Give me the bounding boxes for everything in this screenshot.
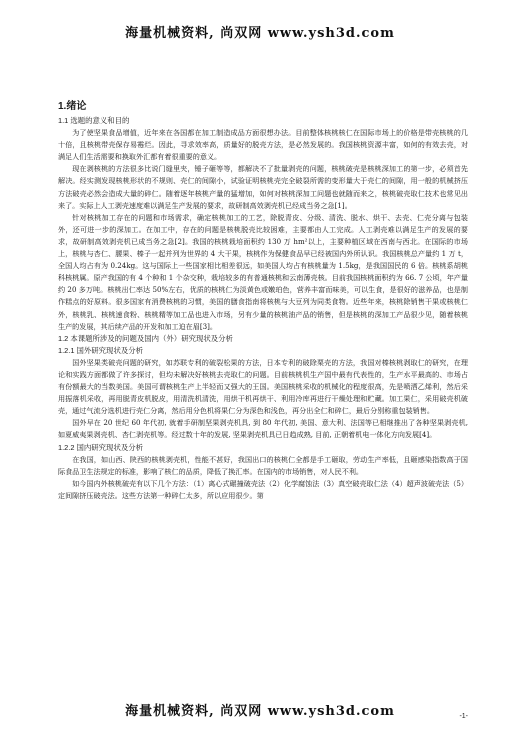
section-heading-1-2-1: 1.2.1 国外研究现状及分析 — [58, 345, 144, 355]
paragraph: 如今国内外核桃破壳有以下几个方法：（1）离心式碾撞破壳法（2）化学腐蚀法（3）真空破壳取仁法（4）超声波破壳法（5）定间隙挤压破壳法。这些方法第一种碎仁太多，所以应用很少。第 — [58, 478, 468, 500]
paragraph: 现在剥核桃的方法很多比说门缝里夹，锤子砸等等，都解决不了批量剥壳的问题，核桃破壳是核桃深加工的第一步，必须首先解决。经实测发现核桃形状的不规则、壳仁的间隙小，试验证明核桃壳完全破裂所需的变形量大于壳仁的间隙，用一般的机械挤压方法破壳必然会造成大量的碎仁。随着逐年核桃产量的猛增加，如何对核桃深加工问题也就随而来之，核桃破壳取仁技术也常见出来了。实际上人工剥壳速度难以满足生产发展的要求，故研制高效剥壳机已经成当务之急[1]。 — [58, 164, 468, 210]
paragraph: 国外坚果类破壳问题的研究，如苏联专利的破裂松果的方法，日本专利的破除栗壳的方法，我国对榛核桃剥取仁的研究，在理论和实践方面都做了许多探讨，但均未解决好核桃去壳取仁的问题。目前核桃机生产国中最有代表性的，生产水平最高的、市场占有份额最大的当数美国。美国可谓核桃生产上半轻而又强大的王国。美国核桃采收的机械化的程度很高，先是喷洒乙烯利，然后采用振落机采收，再用脱青皮机脱皮，用清洗机清洗，用烘干机再烘干、利用冷库再进行干燥处理和贮藏。加工果仁，采用破壳机破壳，通过气流分选机进行壳仁分离，然后用分色机将果仁分为深色和浅色，再分出全仁和碎仁，最后分别称重包装销售。 — [58, 357, 468, 416]
paragraph: 在我国，如山西、陕西的核桃剥壳机，性能不甚好，我国出口的核桃仁全都是手工砸取，劳动生产率低，且砸感染指数高于国际食品卫生法规定的标准，影响了核仁的品质，降低了换汇率。在国内的市场销售，对人民不利。 — [58, 454, 468, 476]
watermark-top: 海量机械资料, 尚双网 www.ysh3d.com — [125, 26, 395, 41]
section-heading-1-2-2: 1.2.2 国内研究现状及分析 — [58, 442, 144, 452]
section-heading-1-1: 1.1 选题的意义和目的 — [58, 116, 130, 125]
paragraph: 针对核桃加工存在的问题和市场需求，确定核桃加工的工艺，除脱青皮、分级、清洗、脱水、烘干、去壳、仁壳分离与包装外，还可进一步的深加工。在加工中，存在的问题是核桃脱壳比较困难，主要都由人工完成。人工剥壳难以满足生产的发展的要求，故研制高效剥壳机已成当务之急[2]。我国的核桃栽培面积约 130 万 hm²以上，主要种植区域在西南与西北。在国际的市场上，核桃与杏仁、腰果、榛子一起并列为世界的 4 大干果，核桃作为保健食品早已经被国内外所认识。我国核桃总产量约 1 万 t，全国人均占有为 0.24kg。这与国际上一些国家相比相差很远，如美国人均占有核桃量为 1.5kg，是我国国民的 6 倍。核桃系胡桃科核桃属。原产我国的有 4 个种和 1 个杂交种，栽培较多的有普通核桃和云南薄壳核。目前我国核桃面积约为 66. 7 公顷，年产量约 20 多万吨。核桃出仁率达 50%左右，优质的核桃仁为淡黄色或嫩珀色，营养丰富而味美，可以生食，是很好的滋养品，也是制作糕点的好原料。很多国家有消费核桃的习惯，美国的膳食指南将核桃与大豆列为同类食物。近些年来，核桃除销售干果或核桃仁外，核桃乳、核桃速食粉、核桃精等加工品也进入市场，另有少量的核桃油产品的销售，但是核桃的深加工产品很少见，随着核桃生产的发展，其后续产品的开发和加工迫在眉[3]。 — [58, 212, 468, 331]
watermark-bottom: 海量机械资料, 尚双网 www.ysh3d.com — [125, 704, 395, 719]
page-number: -1- — [459, 713, 468, 720]
chapter-heading: 1.绪论 — [58, 101, 87, 112]
section-heading-1-2: 1.2 本课题所涉及的问题及国内（外）研究现状及分析 — [58, 333, 233, 343]
document-body — [58, 100, 468, 502]
paragraph: 为了使坚果食品增值，近年来在各国都在加工制造成品方面很想办法。目前整体核桃核仁在国际市场上的价格是带壳核桃的几十倍，且核桃带壳保存易霉烂。因此，寻求效率高，质量好的脱壳方法，是必然发展的。我国核桃资源丰富，如何的有效去壳，对满足人们生活需要和换取外汇都有着很重要的意义。 — [58, 128, 468, 162]
paragraph: 国外早在 20 世纪 60 年代初, 就着手研制坚果剥壳机具, 到 80 年代初, 美国、意大利、法国等已相继推出了各种坚果剥壳机, 如夏威夷果剥壳机、杏仁剥壳机等。经过数十年的发展, 坚果剥壳机具已日趋成熟, 目前, 正朝着机电一体化方向发展[4]。 — [58, 418, 468, 440]
